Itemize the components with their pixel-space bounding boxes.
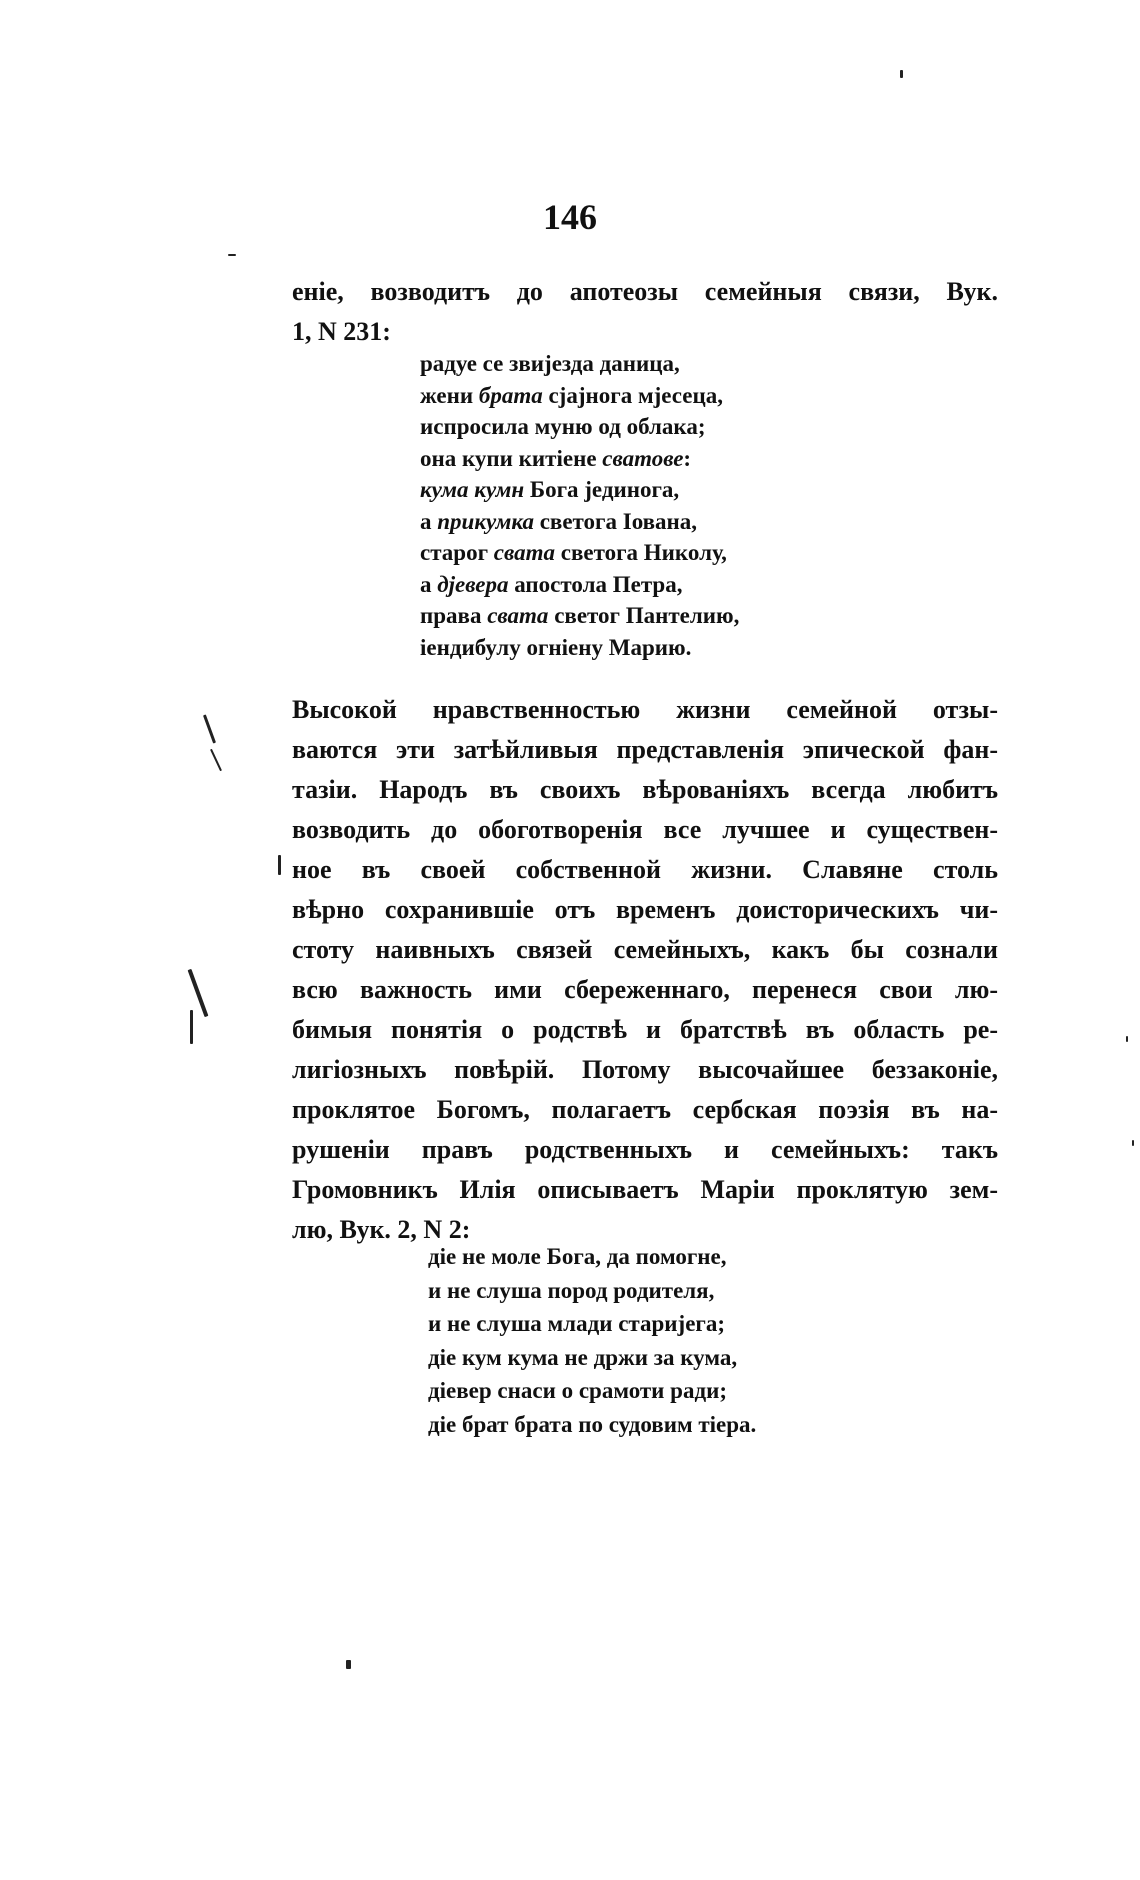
scan-speck: [210, 749, 222, 772]
paragraph-line: ное въ своей собственной жизни. Славяне столь: [292, 855, 998, 884]
verse-line: и не слуша млади старијега;: [428, 1311, 726, 1336]
verse-line: испросила муню од облака;: [420, 414, 706, 439]
paragraph-line: лю, Вук. 2, N 2:: [292, 1215, 471, 1244]
intro-text: [292, 272, 998, 352]
paragraph-line: стоту наивныхъ связей семейныхъ, какъ бы сознали: [292, 935, 998, 964]
body-paragraph: [292, 690, 998, 1250]
verse-block-1: [420, 348, 1020, 663]
scan-speck: [1132, 1140, 1134, 1146]
paragraph-line: бимыя понятія о родствѣ и братствѣ въ область ре-: [292, 1015, 998, 1044]
scan-speck: [278, 855, 281, 875]
scan-speck: [900, 70, 903, 78]
verse-line: права свата светог Пантелию,: [420, 603, 740, 628]
verse-line: радуе се звијезда даница,: [420, 351, 680, 376]
verse-line: и не слуша пород родителя,: [428, 1277, 715, 1303]
paragraph-line: возводить до обоготворенія все лучшее и существен-: [292, 815, 998, 844]
paragraph-line: всю важность ими сбереженнаго, перенеся свои лю-: [292, 975, 998, 1004]
paragraph-line: Высокой нравственностью жизни семейной отзы-: [292, 695, 998, 724]
verse-line: діевер снаси о срамоти ради;: [428, 1378, 728, 1403]
scan-speck: [203, 714, 216, 743]
paragraph-line: вѣрно сохранившіе отъ временъ доисторическихъ чи-: [292, 895, 998, 924]
scan-speck: [346, 1660, 351, 1669]
verse-line: діе кум кума не држи за кума,: [428, 1344, 738, 1370]
verse-line: она купи китіене сватове:: [420, 445, 692, 471]
verse-line: кума кумн Бога јединога,: [420, 477, 680, 502]
paragraph-line: проклятое Богомъ, полагаетъ сербская поэзія въ на-: [292, 1095, 998, 1124]
verse-line: а дјевера апостола Петра,: [420, 571, 683, 597]
intro-line: 1, N 231:: [292, 317, 391, 346]
scan-speck: [228, 254, 236, 256]
page-number: 146: [543, 197, 597, 237]
paragraph-line: тазіи. Народъ въ своихъ вѣрованіяхъ всегда любитъ: [292, 775, 998, 804]
scan-speck: [190, 1010, 193, 1044]
verse-line: старог свата светога Николу,: [420, 540, 727, 565]
intro-line: еніе, возводитъ до апотеозы семейныя связи, Вук.: [292, 277, 998, 306]
verse-line: жени брата сјајнога мјесеца,: [420, 382, 723, 408]
paragraph-line: рушеніи правъ родственныхъ и семейныхъ: такъ: [292, 1135, 998, 1164]
paragraph-line: лигіозныхъ повѣрій. Потому высочайшее беззаконіе,: [292, 1055, 998, 1084]
verse-line: іендибулу огніену Марию.: [420, 634, 692, 660]
verse-line: діе не моле Бога, да помогне,: [428, 1244, 727, 1269]
paragraph-line: ваются эти затѣйливыя представленія эпической фан-: [292, 735, 998, 764]
scan-speck: [1126, 1036, 1128, 1042]
paragraph-line: Громовникъ Илія описываетъ Маріи проклятую зем-: [292, 1175, 998, 1204]
verse-block-2: [428, 1240, 1028, 1441]
verse-line: діе брат брата по судовим тіера.: [428, 1411, 757, 1437]
verse-line: а прикумка светога Іована,: [420, 508, 698, 534]
